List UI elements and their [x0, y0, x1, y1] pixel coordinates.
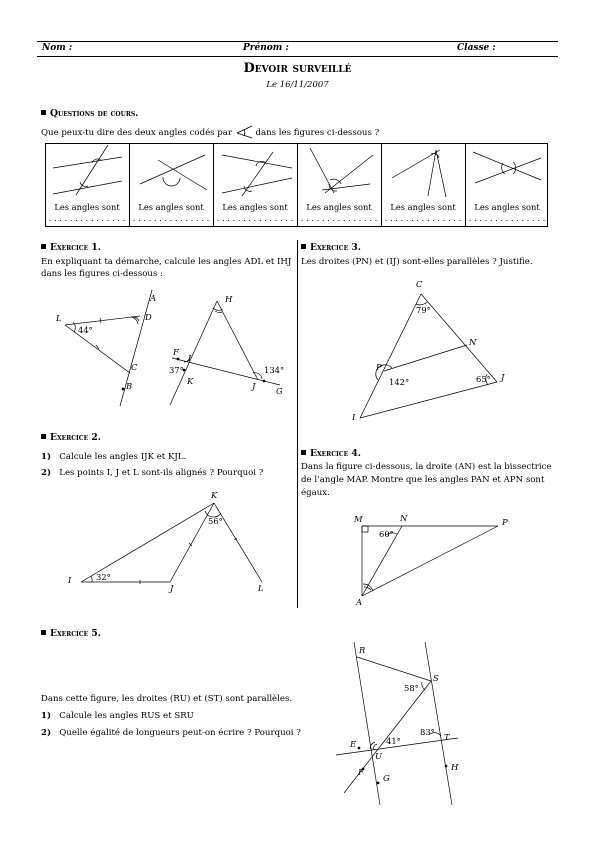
- ex5-q1-text: Calcule les angles RUS et SRU: [59, 711, 194, 721]
- ex1-label-L: L: [56, 313, 62, 323]
- ex1-line2: dans les figures ci-dessous :: [41, 269, 163, 279]
- cours-cell-label: Les angles sont: [474, 202, 540, 212]
- cours-cell-label: Les angles sont: [390, 202, 456, 212]
- ex3-angle-142: 142°: [389, 377, 410, 387]
- date: Le 16/11/2007: [266, 80, 329, 90]
- ex5-label-G: G: [383, 773, 390, 783]
- cours-heading-text: Questions de cours.: [50, 108, 139, 119]
- ex4-line1: Dans la figure ci-dessous, la droite (AN) est la bissectrice: [301, 462, 552, 472]
- ex3-label-I: I: [352, 412, 356, 422]
- ex2-q2-num: 2): [41, 468, 52, 478]
- cours-cell-dots[interactable]: . . . . . . . . . . . . . . .: [300, 213, 378, 223]
- ex5-angle-58: 58°: [404, 683, 419, 693]
- ex5-label-H: H: [451, 762, 459, 772]
- ex3-label-N: N: [469, 337, 477, 347]
- cours-cell-dots[interactable]: . . . . . . . . . . . . . . .: [468, 213, 546, 223]
- ex4-label-A: A: [356, 597, 363, 607]
- ex3-label-P: P: [376, 362, 382, 372]
- cours-question-before: Que peux-tu dire des deux angles codés par: [41, 128, 233, 138]
- ex1-label-G: G: [276, 386, 283, 396]
- ex4-line3: égaux.: [301, 488, 330, 498]
- ex1-line1: En expliquant ta démarche, calcule les angles ADL et IHJ: [41, 257, 292, 267]
- cours-cell-dots[interactable]: . . . . . . . . . . . . . . .: [216, 213, 294, 223]
- ex5-label-R: R: [359, 645, 366, 655]
- ex4-label-P: P: [502, 517, 508, 527]
- ex5-label-E: E: [350, 739, 357, 749]
- ex1-heading-text: Exercice 1.: [50, 242, 101, 253]
- ex2-label-K: K: [211, 490, 218, 500]
- ex3-label-J: J: [501, 372, 505, 382]
- cours-cell-dots[interactable]: . . . . . . . . . . . . . . .: [48, 213, 126, 223]
- ex4-label-N: N: [400, 513, 408, 523]
- ex2-q1-num: 1): [41, 452, 52, 462]
- ex1-label-H: H: [225, 294, 233, 304]
- ex1-angle-134: 134°: [264, 365, 285, 375]
- ex2-angle-32: 32°: [96, 572, 111, 582]
- ex1-label-K: K: [187, 376, 194, 386]
- ex4-angle-60: 60°: [379, 529, 394, 539]
- cours-cell-dots[interactable]: . . . . . . . . . . . . . . .: [384, 213, 462, 223]
- ex1-label-B: B: [126, 381, 133, 391]
- ex1-label-J: J: [252, 381, 256, 391]
- ex2-label-I: I: [68, 575, 72, 585]
- ex5-label-T: T: [444, 732, 450, 742]
- ex2-heading-text: Exercice 2.: [50, 432, 101, 443]
- ex5-q2-text: Quelle égalité de longueurs peut-on écrire ? Pourquoi ?: [59, 728, 301, 738]
- cours-cell-dots[interactable]: . . . . . . . . . . . . . . .: [132, 213, 210, 223]
- ex3-label-C: C: [416, 279, 423, 289]
- ex1-label-D: D: [145, 312, 152, 322]
- classe-label: Classe :: [457, 43, 496, 53]
- ex5-intro: Dans cette figure, les droites (RU) et (ST) sont parallèles.: [41, 694, 293, 704]
- prenom-label: Prénom :: [243, 43, 289, 53]
- cours-cell-label: Les angles sont: [54, 202, 120, 212]
- ex1-angle-44: 44°: [78, 325, 93, 335]
- ex4-line2: de l’angle MAP. Montre que les angles PAN et APN sont: [301, 475, 545, 485]
- page-title: Devoir surveillé: [243, 61, 352, 76]
- ex2-label-L: L: [258, 583, 264, 593]
- ex3-line1: Les droites (PN) et (IJ) sont-elles parallèles ? Justifie.: [301, 257, 533, 267]
- ex2-q2-text: Les points I, J et L sont-ils alignés ? Pourquoi ?: [59, 468, 264, 478]
- ex4-label-M: M: [354, 514, 363, 524]
- nom-label: Nom :: [42, 43, 73, 53]
- ex2-q1-text: Calcule les angles IJK et KJL.: [59, 452, 187, 462]
- ex3-angle-79: 79°: [416, 305, 431, 315]
- cours-cell-label: Les angles sont: [222, 202, 288, 212]
- ex5-q2-num: 2): [41, 728, 52, 738]
- ex1-angle-37: 37°: [169, 365, 184, 375]
- ex1-label-A: A: [150, 293, 157, 303]
- ex5-angle-83: 83°: [420, 727, 435, 737]
- ex3-heading-text: Exercice 3.: [310, 242, 361, 253]
- ex5-label-U: U: [375, 751, 383, 761]
- ex1-label-I: I: [188, 353, 192, 363]
- ex5-q1-num: 1): [41, 711, 52, 721]
- ex2-angle-56: 56°: [208, 516, 223, 526]
- ex1-label-F: F: [173, 347, 179, 357]
- ex5-heading-text: Exercice 5.: [50, 628, 101, 639]
- ex4-heading-text: Exercice 4.: [310, 448, 361, 459]
- ex1-label-C: C: [131, 362, 138, 372]
- cours-cell-label: Les angles sont: [138, 202, 204, 212]
- ex2-label-J: J: [170, 583, 174, 593]
- ex5-label-S: S: [433, 673, 439, 683]
- ex5-angle-41: 41°: [386, 736, 401, 746]
- ex5-label-F: F: [358, 767, 364, 777]
- ex3-angle-65: 65°: [476, 374, 491, 384]
- cours-cell-label: Les angles sont: [306, 202, 372, 212]
- cours-question-after: dans les figures ci-dessous ?: [255, 128, 380, 138]
